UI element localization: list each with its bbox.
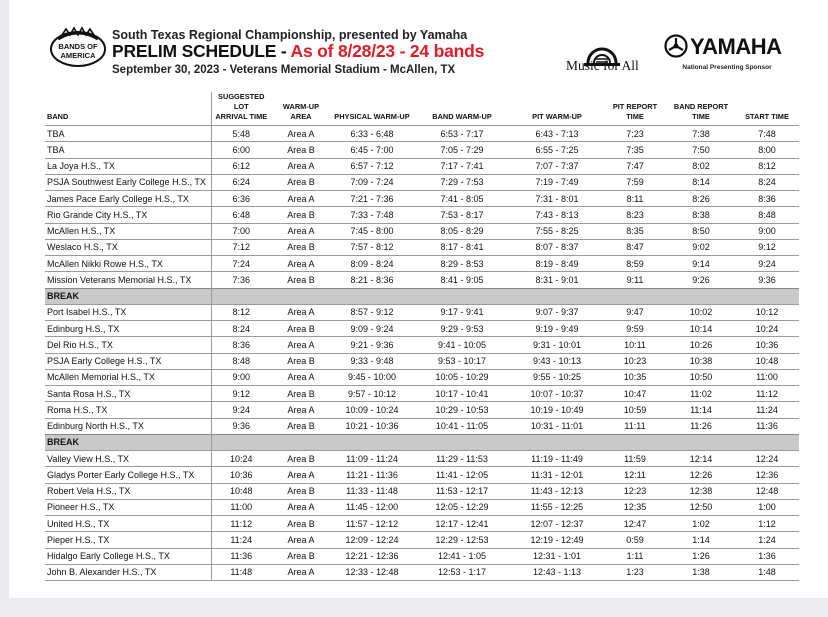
warmup-area-cell: Area B (271, 386, 331, 402)
svg-text:AMERICA: AMERICA (60, 51, 96, 60)
table-row (45, 174, 799, 190)
band-warmup-cell: 11:29 - 11:53 (413, 451, 511, 467)
band-cell: John B. Alexander H.S., TX (45, 564, 211, 580)
svg-text:BANDS OF: BANDS OF (58, 42, 98, 51)
col-header-band-report-l1: BAND REPORT (673, 102, 729, 111)
band-warmup-cell: 11:53 - 12:17 (413, 483, 511, 499)
yamaha-sponsor-caption: National Presenting Sponsor (682, 64, 772, 71)
band-report-cell: 10:14 (667, 321, 735, 337)
pit-warmup-cell: 6:55 - 7:25 (511, 142, 603, 158)
arrival-time-cell: 8:48 (211, 353, 271, 369)
band-cell: Mission Veterans Memorial H.S., TX (45, 272, 211, 288)
start-time-cell: 8:48 (735, 207, 799, 223)
table-row (45, 272, 799, 288)
pit-report-cell: 7:35 (603, 142, 667, 158)
start-time-cell: 1:48 (735, 564, 799, 580)
band-cell: McAllen Memorial H.S., TX (45, 369, 211, 385)
band-warmup-cell: 8:29 - 8:53 (413, 256, 511, 272)
band-report-cell: 9:02 (667, 239, 735, 255)
band-report-cell: 9:26 (667, 272, 735, 288)
start-time-cell: 10:48 (735, 353, 799, 369)
band-cell: Port Isabel H.S., TX (45, 304, 211, 320)
physical-warmup-cell: 7:45 - 8:00 (331, 223, 413, 239)
band-warmup-cell: 9:17 - 9:41 (413, 304, 511, 320)
band-cell: James Pace Early College H.S., TX (45, 191, 211, 207)
band-cell: Weslaco H.S., TX (45, 239, 211, 255)
arrival-time-cell: 7:12 (211, 239, 271, 255)
table-row (45, 142, 799, 158)
schedule-title-update: As of 8/28/23 - 24 bands (290, 41, 485, 61)
pit-report-cell: 12:47 (603, 516, 667, 532)
start-time-cell: 10:36 (735, 337, 799, 353)
break-row (45, 288, 799, 304)
start-time-cell: 9:36 (735, 272, 799, 288)
col-header-pit-warmup: PIT WARM-UP (532, 112, 582, 121)
pit-warmup-cell: 12:43 - 1:13 (511, 564, 603, 580)
col-header-band-warmup: BAND WARM-UP (432, 112, 492, 121)
band-report-cell: 10:02 (667, 304, 735, 320)
band-cell: TBA (45, 142, 211, 158)
warmup-area-cell: Area A (271, 564, 331, 580)
start-time-cell: 1:12 (735, 516, 799, 532)
table-row (45, 564, 799, 580)
band-report-cell: 12:50 (667, 499, 735, 515)
band-report-cell: 1:38 (667, 564, 735, 580)
pit-report-cell: 12:11 (603, 467, 667, 483)
band-cell: Pieper H.S., TX (45, 532, 211, 548)
arrival-time-cell: 9:24 (211, 402, 271, 418)
band-cell: Rio Grande City H.S., TX (45, 207, 211, 223)
warmup-area-cell: Area B (271, 418, 331, 434)
col-header-band-report-l2: TIME (692, 112, 710, 121)
band-warmup-cell: 8:41 - 9:05 (413, 272, 511, 288)
band-cell: United H.S., TX (45, 516, 211, 532)
table-row (45, 548, 799, 564)
start-time-cell: 10:24 (735, 321, 799, 337)
band-report-cell: 8:14 (667, 174, 735, 190)
arrival-time-cell: 6:48 (211, 207, 271, 223)
pit-warmup-cell: 7:55 - 8:25 (511, 223, 603, 239)
band-warmup-cell: 9:29 - 9:53 (413, 321, 511, 337)
start-time-cell: 1:24 (735, 532, 799, 548)
band-report-cell: 8:38 (667, 207, 735, 223)
pit-report-cell: 1:23 (603, 564, 667, 580)
yamaha-tuning-fork-icon (664, 34, 688, 58)
warmup-area-cell: Area B (271, 207, 331, 223)
warmup-area-cell: Area B (271, 142, 331, 158)
arrival-time-cell: 9:36 (211, 418, 271, 434)
break-label: BREAK (45, 434, 211, 450)
start-time-cell: 12:36 (735, 467, 799, 483)
physical-warmup-cell: 7:09 - 7:24 (331, 174, 413, 190)
arrival-time-cell: 5:48 (211, 126, 271, 142)
pit-report-cell: 7:47 (603, 158, 667, 174)
band-report-cell: 7:38 (667, 126, 735, 142)
pit-report-cell: 10:11 (603, 337, 667, 353)
pit-warmup-cell: 11:55 - 12:25 (511, 499, 603, 515)
band-warmup-cell: 12:17 - 12:41 (413, 516, 511, 532)
physical-warmup-cell: 9:57 - 10:12 (331, 386, 413, 402)
warmup-area-cell: Area B (271, 272, 331, 288)
music-for-all-wordmark: Music for All (566, 58, 639, 73)
warmup-area-cell: Area B (271, 353, 331, 369)
pit-warmup-cell: 12:31 - 1:01 (511, 548, 603, 564)
pit-warmup-cell: 11:19 - 11:49 (511, 451, 603, 467)
table-row (45, 321, 799, 337)
band-warmup-cell: 9:53 - 10:17 (413, 353, 511, 369)
warmup-area-cell: Area A (271, 256, 331, 272)
band-warmup-cell: 9:41 - 10:05 (413, 337, 511, 353)
band-report-cell: 1:02 (667, 516, 735, 532)
pit-report-cell: 9:47 (603, 304, 667, 320)
start-time-cell: 8:24 (735, 174, 799, 190)
break-label: BREAK (45, 288, 211, 304)
pit-warmup-cell: 8:07 - 8:37 (511, 239, 603, 255)
pit-report-cell: 7:23 (603, 126, 667, 142)
table-row (45, 158, 799, 174)
page-bottom-margin (0, 598, 828, 617)
band-cell: Hidalgo Early College H.S., TX (45, 548, 211, 564)
band-cell: Robert Vela H.S., TX (45, 483, 211, 499)
arrival-time-cell: 11:36 (211, 548, 271, 564)
band-report-cell: 8:26 (667, 191, 735, 207)
arrival-time-cell: 9:00 (211, 369, 271, 385)
pit-warmup-cell: 12:19 - 12:49 (511, 532, 603, 548)
band-warmup-cell: 10:17 - 10:41 (413, 386, 511, 402)
start-time-cell: 1:00 (735, 499, 799, 515)
pit-warmup-cell: 10:31 - 11:01 (511, 418, 603, 434)
arrival-time-cell: 9:12 (211, 386, 271, 402)
physical-warmup-cell: 12:33 - 12:48 (331, 564, 413, 580)
col-header-arrival (211, 92, 271, 126)
band-warmup-cell: 7:17 - 7:41 (413, 158, 511, 174)
event-date-location: September 30, 2023 - Veterans Memorial Stadium - McAllen, TX (112, 64, 456, 76)
col-header-physical: PHYSICAL WARM-UP (334, 112, 410, 121)
arrival-time-cell: 10:24 (211, 451, 271, 467)
schedule-table (45, 92, 799, 581)
pit-warmup-cell: 7:19 - 7:49 (511, 174, 603, 190)
schedule-table-wrapper (45, 92, 799, 581)
band-report-cell: 1:14 (667, 532, 735, 548)
band-report-cell: 11:02 (667, 386, 735, 402)
start-time-cell: 12:24 (735, 451, 799, 467)
warmup-area-cell: Area A (271, 191, 331, 207)
band-cell: Roma H.S., TX (45, 402, 211, 418)
band-report-cell: 12:26 (667, 467, 735, 483)
pit-warmup-cell: 11:43 - 12:13 (511, 483, 603, 499)
band-cell: PSJA Southwest Early College H.S., TX (45, 174, 211, 190)
pit-report-cell: 10:23 (603, 353, 667, 369)
pit-report-cell: 9:59 (603, 321, 667, 337)
pit-report-cell: 10:59 (603, 402, 667, 418)
band-cell: Pioneer H.S., TX (45, 499, 211, 515)
warmup-area-cell: Area B (271, 516, 331, 532)
table-row (45, 532, 799, 548)
pit-report-cell: 11:11 (603, 418, 667, 434)
band-cell: Edinburg North H.S., TX (45, 418, 211, 434)
table-row (45, 239, 799, 255)
band-warmup-cell: 7:29 - 7:53 (413, 174, 511, 190)
arrival-time-cell: 10:36 (211, 467, 271, 483)
arrival-time-cell: 7:24 (211, 256, 271, 272)
warmup-area-cell: Area A (271, 402, 331, 418)
arrival-time-cell: 6:36 (211, 191, 271, 207)
pit-warmup-cell: 6:43 - 7:13 (511, 126, 603, 142)
warmup-area-cell: Area B (271, 174, 331, 190)
warmup-area-cell: Area B (271, 483, 331, 499)
band-warmup-cell: 10:29 - 10:53 (413, 402, 511, 418)
table-row (45, 467, 799, 483)
start-time-cell: 1:36 (735, 548, 799, 564)
pit-warmup-cell: 9:07 - 9:37 (511, 304, 603, 320)
physical-warmup-cell: 11:09 - 11:24 (331, 451, 413, 467)
table-header-row (45, 92, 799, 126)
bands-of-america-logo (48, 25, 108, 69)
warmup-area-cell: Area A (271, 223, 331, 239)
start-time-cell: 8:00 (735, 142, 799, 158)
physical-warmup-cell: 6:33 - 6:48 (331, 126, 413, 142)
pit-warmup-cell: 9:19 - 9:49 (511, 321, 603, 337)
warmup-area-cell: Area A (271, 337, 331, 353)
col-header-start: START TIME (745, 112, 789, 121)
band-report-cell: 12:38 (667, 483, 735, 499)
start-time-cell: 9:24 (735, 256, 799, 272)
arrival-time-cell: 7:36 (211, 272, 271, 288)
arrival-time-cell: 8:24 (211, 321, 271, 337)
pit-warmup-cell: 7:07 - 7:37 (511, 158, 603, 174)
band-report-cell: 10:50 (667, 369, 735, 385)
start-time-cell: 12:48 (735, 483, 799, 499)
physical-warmup-cell: 10:21 - 10:36 (331, 418, 413, 434)
physical-warmup-cell: 7:21 - 7:36 (331, 191, 413, 207)
arrival-time-cell: 7:00 (211, 223, 271, 239)
pit-warmup-cell: 9:55 - 10:25 (511, 369, 603, 385)
arrival-time-cell: 6:24 (211, 174, 271, 190)
arrival-time-cell: 10:48 (211, 483, 271, 499)
band-warmup-cell: 12:41 - 1:05 (413, 548, 511, 564)
band-report-cell: 12:14 (667, 451, 735, 467)
band-warmup-cell: 11:41 - 12:05 (413, 467, 511, 483)
band-warmup-cell: 6:53 - 7:17 (413, 126, 511, 142)
pit-warmup-cell: 12:07 - 12:37 (511, 516, 603, 532)
physical-warmup-cell: 9:21 - 9:36 (331, 337, 413, 353)
band-report-cell: 11:26 (667, 418, 735, 434)
physical-warmup-cell: 9:09 - 9:24 (331, 321, 413, 337)
arrival-time-cell: 8:12 (211, 304, 271, 320)
table-row (45, 304, 799, 320)
table-row (45, 451, 799, 467)
col-header-arrival-l2: ARRIVAL TIME (215, 112, 268, 121)
table-row (45, 483, 799, 499)
band-report-cell: 1:26 (667, 548, 735, 564)
band-cell: TBA (45, 126, 211, 142)
table-row (45, 516, 799, 532)
physical-warmup-cell: 9:45 - 10:00 (331, 369, 413, 385)
physical-warmup-cell: 7:57 - 8:12 (331, 239, 413, 255)
pit-report-cell: 8:11 (603, 191, 667, 207)
yamaha-wordmark: YAMAHA (690, 34, 782, 59)
table-row (45, 207, 799, 223)
col-header-arrival-l1: SUGGESTED LOT (218, 92, 265, 111)
band-cell: McAllen Nikki Rowe H.S., TX (45, 256, 211, 272)
start-time-cell: 11:12 (735, 386, 799, 402)
band-report-cell: 10:26 (667, 337, 735, 353)
warmup-area-cell: Area A (271, 304, 331, 320)
physical-warmup-cell: 11:33 - 11:48 (331, 483, 413, 499)
physical-warmup-cell: 8:57 - 9:12 (331, 304, 413, 320)
warmup-area-cell: Area B (271, 451, 331, 467)
table-row (45, 402, 799, 418)
pit-warmup-cell: 10:19 - 10:49 (511, 402, 603, 418)
start-time-cell: 11:36 (735, 418, 799, 434)
physical-warmup-cell: 11:45 - 12:00 (331, 499, 413, 515)
band-cell: Gladys Porter Early College H.S., TX (45, 467, 211, 483)
break-row (45, 434, 799, 450)
warmup-area-cell: Area A (271, 158, 331, 174)
pit-report-cell: 7:59 (603, 174, 667, 190)
physical-warmup-cell: 11:21 - 11:36 (331, 467, 413, 483)
table-row (45, 386, 799, 402)
warmup-area-cell: Area B (271, 548, 331, 564)
band-cell: La Joya H.S., TX (45, 158, 211, 174)
band-warmup-cell: 7:53 - 8:17 (413, 207, 511, 223)
band-cell: Del Rio H.S., TX (45, 337, 211, 353)
warmup-area-cell: Area A (271, 369, 331, 385)
arrival-time-cell: 11:24 (211, 532, 271, 548)
arrival-time-cell: 11:48 (211, 564, 271, 580)
band-cell: Valley View H.S., TX (45, 451, 211, 467)
band-warmup-cell: 8:17 - 8:41 (413, 239, 511, 255)
band-report-cell: 9:14 (667, 256, 735, 272)
band-cell: Edinburg H.S., TX (45, 321, 211, 337)
start-time-cell: 9:12 (735, 239, 799, 255)
band-warmup-cell: 8:05 - 8:29 (413, 223, 511, 239)
break-fill (211, 288, 799, 304)
pit-warmup-cell: 11:31 - 12:01 (511, 467, 603, 483)
pit-warmup-cell: 9:43 - 10:13 (511, 353, 603, 369)
band-warmup-cell: 10:41 - 11:05 (413, 418, 511, 434)
pit-report-cell: 11:59 (603, 451, 667, 467)
physical-warmup-cell: 11:57 - 12:12 (331, 516, 413, 532)
band-report-cell: 7:50 (667, 142, 735, 158)
band-cell: McAllen H.S., TX (45, 223, 211, 239)
col-header-warmup-area: WARM-UP AREA (282, 102, 320, 121)
start-time-cell: 8:12 (735, 158, 799, 174)
start-time-cell: 8:36 (735, 191, 799, 207)
warmup-area-cell: Area B (271, 239, 331, 255)
physical-warmup-cell: 9:33 - 9:48 (331, 353, 413, 369)
start-time-cell: 9:00 (735, 223, 799, 239)
pit-report-cell: 10:35 (603, 369, 667, 385)
break-fill (211, 434, 799, 450)
pit-report-cell: 8:35 (603, 223, 667, 239)
col-header-band-report (667, 92, 735, 126)
pit-warmup-cell: 9:31 - 10:01 (511, 337, 603, 353)
warmup-area-cell: Area A (271, 126, 331, 142)
arrival-time-cell: 6:12 (211, 158, 271, 174)
physical-warmup-cell: 6:57 - 7:12 (331, 158, 413, 174)
table-row (45, 337, 799, 353)
band-warmup-cell: 10:05 - 10:29 (413, 369, 511, 385)
table-row (45, 256, 799, 272)
pit-warmup-cell: 7:31 - 8:01 (511, 191, 603, 207)
warmup-area-cell: Area A (271, 467, 331, 483)
warmup-area-cell: Area A (271, 499, 331, 515)
table-row (45, 418, 799, 434)
physical-warmup-cell: 7:33 - 7:48 (331, 207, 413, 223)
pit-report-cell: 0:59 (603, 532, 667, 548)
physical-warmup-cell: 8:09 - 8:24 (331, 256, 413, 272)
band-report-cell: 10:38 (667, 353, 735, 369)
physical-warmup-cell: 12:09 - 12:24 (331, 532, 413, 548)
col-header-band: BAND (45, 92, 211, 126)
pit-warmup-cell: 7:43 - 8:13 (511, 207, 603, 223)
band-report-cell: 11:14 (667, 402, 735, 418)
schedule-title (112, 41, 484, 62)
col-header-pit-report: PIT REPORT TIME (612, 102, 658, 121)
start-time-cell: 11:24 (735, 402, 799, 418)
table-row (45, 353, 799, 369)
band-report-cell: 8:50 (667, 223, 735, 239)
start-time-cell: 11:00 (735, 369, 799, 385)
pit-report-cell: 9:11 (603, 272, 667, 288)
pit-report-cell: 8:47 (603, 239, 667, 255)
table-row (45, 223, 799, 239)
schedule-title-main: PRELIM SCHEDULE - (112, 41, 291, 61)
band-warmup-cell: 12:53 - 1:17 (413, 564, 511, 580)
pit-report-cell: 12:23 (603, 483, 667, 499)
band-report-cell: 8:02 (667, 158, 735, 174)
warmup-area-cell: Area A (271, 532, 331, 548)
pit-report-cell: 8:59 (603, 256, 667, 272)
physical-warmup-cell: 8:21 - 8:36 (331, 272, 413, 288)
page-left-edge (0, 0, 9, 617)
arrival-time-cell: 11:12 (211, 516, 271, 532)
band-cell: PSJA Early College H.S., TX (45, 353, 211, 369)
pit-warmup-cell: 8:19 - 8:49 (511, 256, 603, 272)
physical-warmup-cell: 12:21 - 12:36 (331, 548, 413, 564)
pit-warmup-cell: 10:07 - 10:37 (511, 386, 603, 402)
physical-warmup-cell: 10:09 - 10:24 (331, 402, 413, 418)
table-row (45, 369, 799, 385)
arrival-time-cell: 6:00 (211, 142, 271, 158)
pit-report-cell: 12:35 (603, 499, 667, 515)
start-time-cell: 7:48 (735, 126, 799, 142)
table-row (45, 499, 799, 515)
table-row (45, 126, 799, 142)
start-time-cell: 10:12 (735, 304, 799, 320)
physical-warmup-cell: 6:45 - 7:00 (331, 142, 413, 158)
band-warmup-cell: 7:41 - 8:05 (413, 191, 511, 207)
pit-report-cell: 8:23 (603, 207, 667, 223)
schedule-table-body (45, 126, 799, 581)
arrival-time-cell: 11:00 (211, 499, 271, 515)
band-warmup-cell: 12:05 - 12:29 (413, 499, 511, 515)
arrival-time-cell: 8:36 (211, 337, 271, 353)
table-row (45, 191, 799, 207)
warmup-area-cell: Area B (271, 321, 331, 337)
pit-report-cell: 10:47 (603, 386, 667, 402)
band-warmup-cell: 12:29 - 12:53 (413, 532, 511, 548)
band-cell: Santa Rosa H.S., TX (45, 386, 211, 402)
pit-warmup-cell: 8:31 - 9:01 (511, 272, 603, 288)
pit-report-cell: 1:11 (603, 548, 667, 564)
event-subtitle: South Texas Regional Championship, presented by Yamaha (112, 28, 468, 42)
band-warmup-cell: 7:05 - 7:29 (413, 142, 511, 158)
